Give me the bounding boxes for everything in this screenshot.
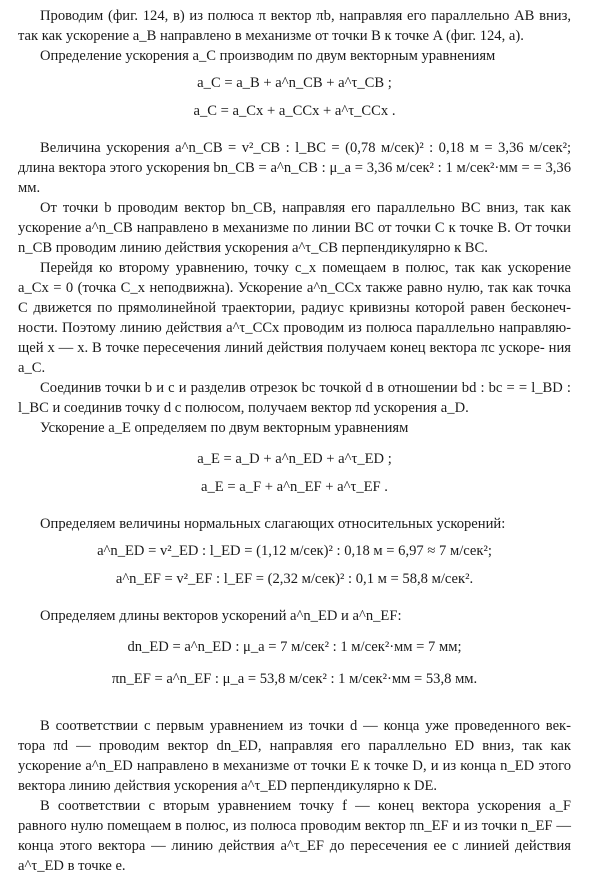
line-34: равного нулю помещаем в полюс, из полюса проводим вектор πn_EF и из точки n_EF —: [18, 818, 571, 834]
line-20: Ускорение a_E определяем по двум векторным уравнениям: [40, 420, 409, 436]
line-2: вниз, так как ускорение a_B направлено в механизме от точки B к точке A (фиг. 124, а).: [18, 8, 571, 44]
equation-3: a_E = a_D + a^n_ED + a^τ_ED ;: [197, 451, 392, 467]
line-26: Определяем длины векторов ускорений a^n_ED и a^n_EF:: [40, 608, 402, 624]
line-15: ности. Поэтому линию действия a^τ_CCx проводим из полюса параллельно направляю-: [18, 320, 571, 336]
line-36: в точке e.: [67, 858, 126, 874]
paragraph-7: [18, 418, 571, 438]
line-16: щей x — x. В точке пересечения линий действия получаем конец вектора πc ускоре-: [18, 340, 545, 356]
equation-2: a_C = a_Cx + a_CCx + a^τ_CCx .: [193, 103, 396, 119]
paragraph-9: [18, 606, 571, 626]
equation-5: a^n_ED = v²_ED : l_ED = (1,12 м/сек)² : 0,18 м = 6,97 ≈ 7 м/сек²;: [97, 543, 492, 559]
line-1: Проводим (фиг. 124, в) из полюса π вектор πb, направляя его параллельно AB: [40, 8, 535, 24]
line-10: ускорение a^n_CB направлено в механизме по линии BC от точки C к точке B. От точки: [18, 220, 571, 236]
paragraph-1: [18, 6, 571, 46]
equation-7: dn_ED = a^n_ED : μ_a = 7 м/сек² : 1 м/сек²·мм = 7 мм;: [127, 639, 462, 655]
line-12: Перейдя ко второму уравнению, точку c_x помещаем в полюс, так как ускорение: [40, 260, 571, 276]
paragraph-4: [18, 198, 571, 258]
line-17: ния a_C.: [18, 340, 572, 376]
paragraph-3: [18, 138, 571, 198]
line-23: Определяем величины нормальных слагающих относительных ускорений:: [40, 516, 506, 532]
line-19: = l_BD : l_BC и соединив точку d с полюсом, получаем вектор πd ускорения a_D.: [18, 380, 571, 416]
equation-6: a^n_EF = v²_EF : l_EF = (2,32 м/сек)² : 0,1 м = 58,8 м/сек².: [115, 571, 474, 587]
equation-4: a_E = a_F + a^n_EF + a^τ_EF .: [201, 479, 388, 495]
line-8: = 3,36 мм.: [18, 160, 572, 196]
line-14: движется по прямолинейной траектории, радиус кривизны которой равен бесконеч-: [33, 300, 571, 316]
line-31: ускорение a^n_ED направлено в механизме от точки E к точке D, и из конца n_ED этого: [18, 758, 571, 774]
equation-8: πn_EF = a^n_EF : μ_a = 53,8 м/сек² : 1 м/сек²·мм = 53,8 мм.: [111, 671, 478, 687]
equation-1: a_C = a_B + a^n_CB + a^τ_CB ;: [197, 75, 392, 91]
line-29: В соответствии с первым уравнением из точки d — конца уже проведенного век-: [40, 718, 571, 734]
paragraph-5: [18, 258, 571, 378]
paragraph-6: [18, 378, 571, 418]
line-6: Величина ускорения a^n_CB = v²_CB : l_BC = (0,78 м/сек)² : 0,18 м = 3,36 м/сек²;: [40, 140, 571, 156]
line-18: Соединив точки b и c и разделив отрезок bc точкой d в отношении bd : bc =: [40, 380, 515, 396]
line-7: длина вектора этого ускорения bn_CB = a^n_CB : μ_a = 3,36 м/сек² : 1 м/сек²·мм =: [18, 160, 530, 176]
line-33: В соответствии с вторым уравнением точку f — конец вектора ускорения a_F: [40, 798, 571, 814]
line-32: вектора линию действия ускорения a^τ_ED перпендикулярно к DE.: [18, 778, 438, 794]
line-13: a_Cx = 0 (точка C_x неподвижна). Ускорение a^n_CCx также равно нулю, так как точка C: [18, 280, 571, 316]
line-11: n_CB проводим линию действия ускорения a^τ_CB перпендикулярно к BC.: [18, 240, 488, 256]
line-3: Определение ускорения a_C производим по двум векторным уравнениям: [40, 48, 496, 64]
paragraph-8: [18, 514, 571, 534]
line-35: конца этого вектора — линию действия a^τ_EF до пересечения ее с линией действия a^τ_ED: [18, 838, 571, 874]
line-30: тора πd — проводим вектор dn_ED, направляя его параллельно ED вниз, так как: [18, 738, 571, 754]
paragraph-2: [18, 46, 571, 66]
paragraph-10: [18, 716, 571, 796]
paragraph-11: [18, 796, 571, 876]
line-9: От точки b проводим вектор bn_CB, направляя его параллельно BC вниз, так как: [40, 200, 571, 216]
